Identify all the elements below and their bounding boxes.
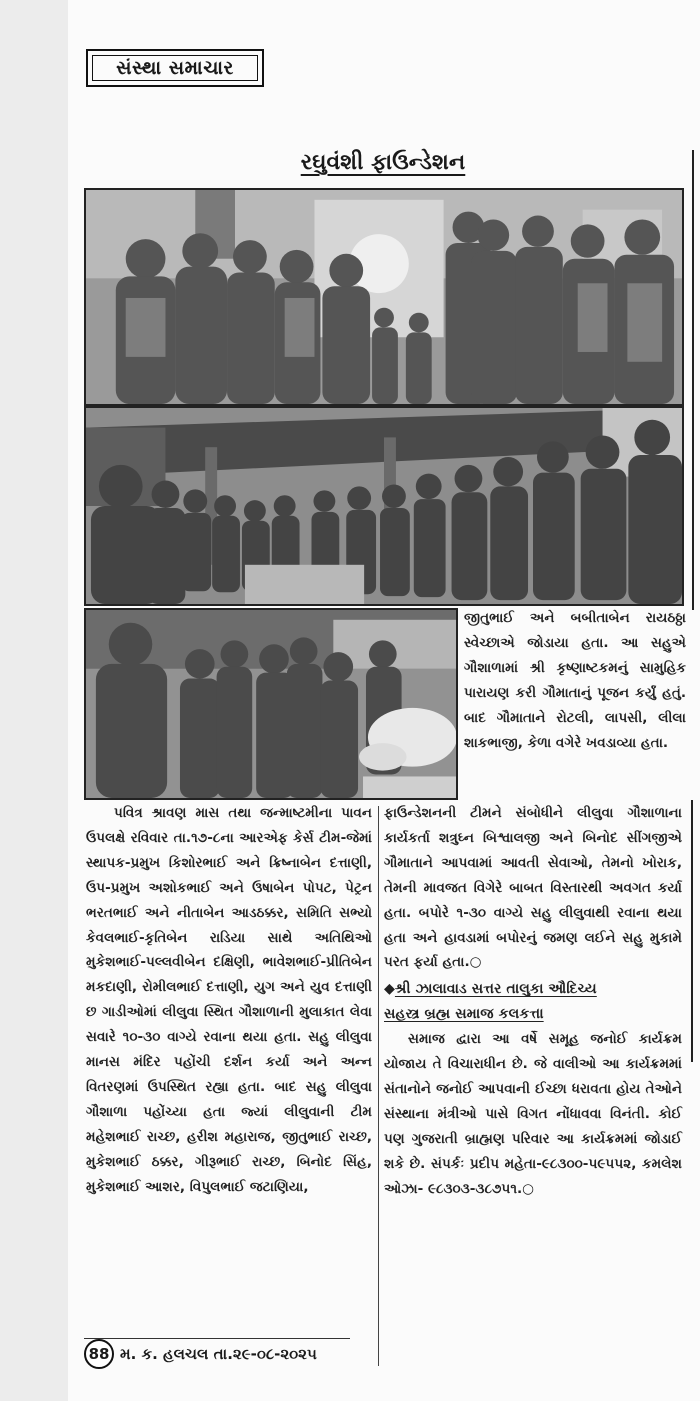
paragraph: જીતુભાઈ અને બબીતાબેન રાયઠઠ્ઠા સ્વેચ્છાએ જોડાયા હતા. આ સહુએ ગૌશાળામાં શ્રી કૃષ્ણાષ્ટકમનું સામુહિક પારાયણ કરી ગૌમાતાનું પૂજન કર્યું હતું. બાદ ગૌમાતાને રોટલી, લાપસી, લીલા શાકભાજી, કેળા વગેરે ખવડાવ્યા હતા. <box>464 610 686 751</box>
sub-article-heading-line2: સહસ્ત્ર બ્રહ્મ સમાજ કલકત્તા <box>384 1006 544 1023</box>
photo-group-standing <box>84 188 684 406</box>
article-text-left <box>86 801 372 1200</box>
article-text-right-top <box>464 606 686 755</box>
photo-gaushala-prayer <box>84 406 684 606</box>
footer-text: મ. ક. હલચલ તા.૨૯-૦૮-૨૦૨૫ <box>120 1345 317 1363</box>
photo-cow-feeding <box>84 608 458 800</box>
page-number: 88 <box>84 1339 114 1369</box>
sub-article-heading <box>384 977 682 1027</box>
sub-article-heading-line1: શ્રી ઝાલાવાડ સત્તર તાલુકા ઔદિચ્ય <box>394 981 597 998</box>
section-title-text: સંસ્થા સમાચાર <box>116 57 234 79</box>
column-rule <box>692 150 694 610</box>
diamond-bullet-icon: ◆ <box>384 981 395 998</box>
section-title <box>86 49 264 87</box>
paragraph: પવિત્ર શ્રાવણ માસ તથા જન્માષ્ટમીના પાવન ઉપલક્ષે રવિવાર તા.૧૭-૮ના આરએફ કેર્સ ટીમ-જેમાં સ્થાપક-પ્રમુખ કિશોરભાઈ અને ક્રિષ્નાબેન દત્તાણી, ઉપ-પ્રમુખ અશોકભાઈ અને ઉષાબેન પોપટ, પેટ્રન ભરતભાઈ અને નીતાબેન આડઠક્કર, સમિતિ સભ્યો કેવલભાઈ-કૃતિબેન રાડિયા સાથે અતિથિઓ મુકેશભાઈ-પલ્લવીબેન દક્ષિણી, ભાવેશભાઈ-પ્રીતિબેન મકદાણી, રોમીલભાઈ દત્તાણી, યુગ અને યુવ દત્તાણી છ ગાડીઓમાં લીલુવા સ્થિત ગૌશાળાની મુલાકાત લેવા સવારે ૧૦-૩૦ વાગ્યે રવાના થયા હતા. સહુ લીલુવા માનસ મંદિર પહોંચી દર્શન કર્યા અને અન્ન વિતરણમાં ઉપસ્થિત રહ્યા હતા. બાદ સહુ લીલુવા ગૌશાળા પહોંચ્યા હતા જ્યાં લીલુવાની ટીમ મહેશભાઈ રાચ્છ, હરીશ મહારાજ, જીતુભાઈ રાચ્છ, મુકેશભાઈ ઠક્કર, ગીરૂભાઈ રાચ્છ, બિનોદ સિંહ, મુકેશભાઈ આશર, વિપુલભાઈ જટાણિયા, <box>86 805 372 1195</box>
left-margin <box>0 0 68 1401</box>
paragraph: ફાઉન્ડેશનની ટીમને સંબોધીને લીલુવા ગૌશાળાના કાર્યકર્તા શત્રુઘ્ન બિશ્વાલજી અને બિનોદ સીંગજીએ ગૌમાતાને આપવામાં આવતી સેવાઓ, તેમનો ખોરાક, તેમની માવજત વિગેરે બાબત વિસ્તારથી અવગત કર્યા હતા. બપોરે ૧-૩૦ વાગ્યે સહુ લીલુવાથી રવાના થયા હતા અને હાવડામાં બપોરનું જમણ લઈને સહુ મુકામે પરત ફર્યા હતા.○ <box>384 805 682 971</box>
column-rule-right <box>691 800 693 1062</box>
article-text-right <box>384 801 682 1202</box>
page-footer <box>84 1336 384 1372</box>
article-headline: રઘુવંશી ફાઉન્ડેશન <box>300 150 466 175</box>
paragraph: સમાજ દ્વારા આ વર્ષે સમૂહ જનોઈ કાર્યક્રમ યોજાય તે વિચારાધીન છે. જે વાલીઓ આ કાર્યક્રમમાં સંતાનોને જનોઈ આપવાની ઈચ્છા ધરાવતા હોય તેઓને સંસ્થાના મંત્રીઓ પાસે વિગત નોંધાવવા વિનંતી. કોઈ પણ ગુજરાતી બ્રાહ્મણ પરિવાર આ કાર્યક્રમમાં જોડાઈ શકે છે. સંપર્કઃ પ્રદીપ મહેતા-૯૮૩૦૦-૫૯૫૫૨, કમલેશ ઓઝા- ૯૮૩૦૩-૩૮૭૫૧.○ <box>384 1031 682 1197</box>
column-divider <box>378 806 379 1366</box>
